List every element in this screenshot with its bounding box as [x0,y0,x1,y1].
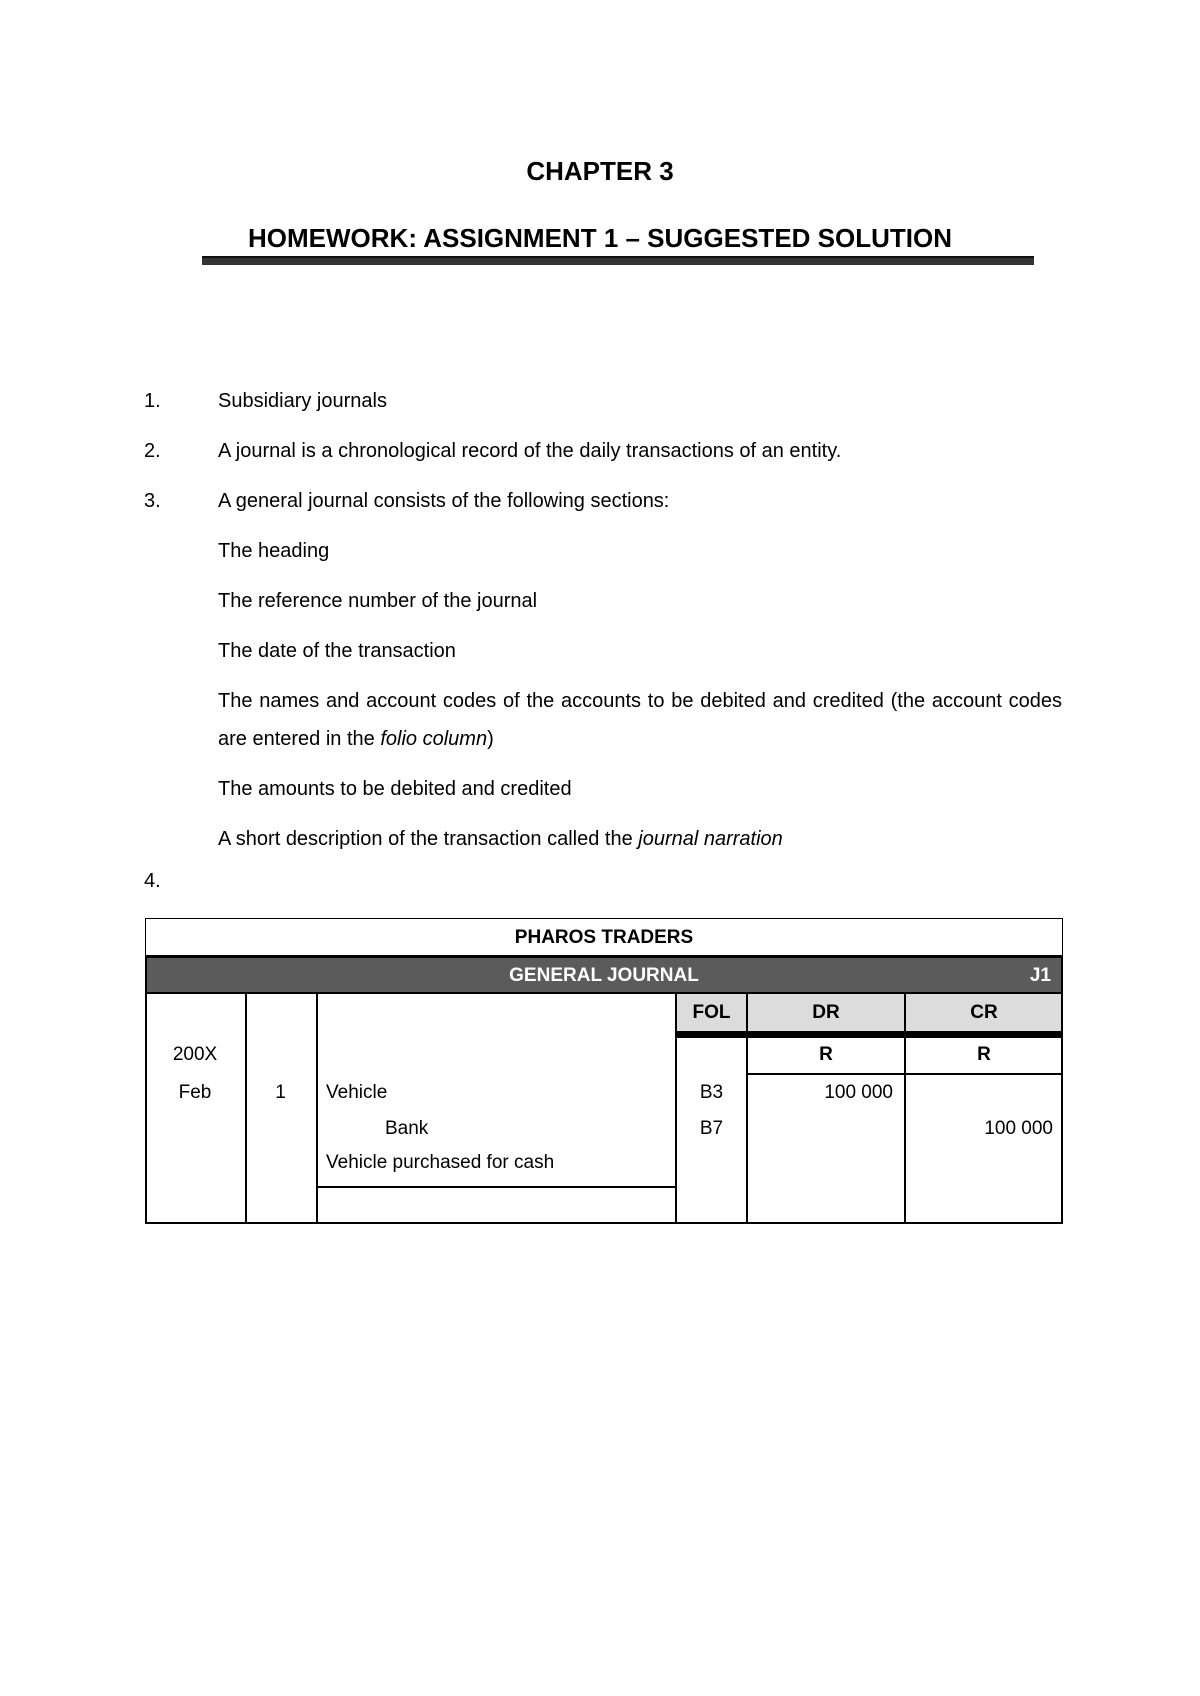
title-underline [202,256,1034,265]
debit-account: Vehicle [326,1082,388,1103]
narration-underline [316,1186,676,1188]
month: Feb [178,1082,212,1103]
section-amounts: The amounts to be debited and credited [218,778,572,800]
bottom-border [145,1222,1063,1224]
answer-2-number: 2. [144,440,161,462]
left-border [145,994,147,1224]
journal-reference: J1 [1029,965,1051,986]
dr-header: DR [747,994,905,1032]
section-reference-number: The reference number of the journal [218,590,538,612]
section-date: The date of the transaction [218,640,456,662]
answer-2-text: A journal is a chronological record of the daily transactions of an entity. [218,440,842,462]
section-heading: The heading [218,540,330,562]
answer-3-text: A general journal consists of the following sections: [218,490,670,512]
answer-4-number: 4. [144,870,161,892]
dr-currency: R [819,1044,833,1065]
journal-title: GENERAL JOURNAL [509,965,699,986]
right-border [1061,994,1063,1224]
chapter-heading: CHAPTER 3 [526,156,674,186]
fol-header: FOL [676,994,747,1032]
narration: Vehicle purchased for cash [326,1152,555,1173]
answer-1-number: 1. [144,390,161,412]
folio-column-term: folio column [380,728,488,750]
assignment-title: HOMEWORK: ASSIGNMENT 1 – SUGGESTED SOLUTION [248,223,952,253]
credit-account: Bank [385,1118,429,1139]
day: 1 [275,1082,286,1103]
details-divider [675,994,677,1224]
business-name: PHAROS TRADERS [145,918,1063,956]
journal-narration-term: journal narration [638,828,783,850]
answer-3-number: 3. [144,490,161,512]
journal-title-bar [145,956,1063,994]
credit-amount: 100 000 [984,1118,1053,1139]
header-divider [676,1031,1063,1038]
section-account-names: The names and account codes of the accounts to be debited and credited (the account codes are entered in the folio column) [218,690,1062,750]
credit-folio: B7 [699,1118,724,1139]
answer-1-text: Subsidiary journals [218,390,387,412]
debit-folio: B3 [699,1082,724,1103]
debit-amount: 100 000 [824,1082,893,1103]
section-narration: A short description of the transaction called the journal narration [218,828,783,850]
cr-currency: R [977,1044,991,1065]
cr-header: CR [905,994,1063,1032]
general-journal-table [145,918,1063,1224]
year: 200X [172,1044,218,1065]
date-divider [245,994,247,1224]
day-divider [316,994,318,1224]
dr-divider [904,994,906,1224]
fol-divider [746,994,748,1224]
